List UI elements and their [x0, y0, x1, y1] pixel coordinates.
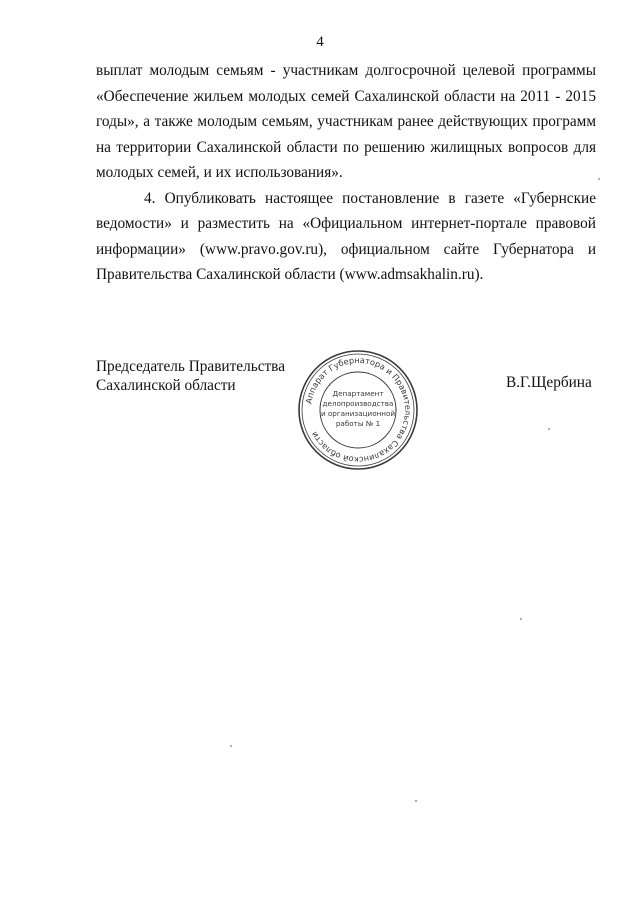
paragraph-item-4: 4. Опубликовать настоящее постановление в газете «Губернские ведомости» и разместить на «Официальном интернет-портале правовой информации» (www.pravo.gov.ru), официальном сайте Губернатора и Правительства Сахалинской области (www.admsakhalin.ru). — [96, 189, 596, 283]
seal-inner-line-2: делопроизводства — [322, 399, 394, 408]
scan-speck — [548, 428, 550, 430]
signatory-position-line-1: Председатель Правительства — [96, 358, 285, 375]
scan-speck — [598, 178, 600, 180]
official-seal — [296, 348, 420, 472]
seal-outer-text: Аппарат Губернатора и Правительства Сахалинской области — [303, 354, 414, 466]
seal-inner-line-4: работы № 1 — [335, 419, 381, 428]
page-number: 4 — [316, 34, 324, 50]
signatory-name: В.Г.Щербина — [506, 374, 592, 391]
paragraph-continuation: выплат молодым семьям - участникам долгосрочной целевой программы «Обеспечение жильем молодых семей Сахалинской области на 2011 - 2015 годы», а также молодым семьям, участникам ранее действующих программ на территории Сахалинской области по решению жилищных вопросов для молодых семей, и их использования». — [96, 62, 596, 181]
scan-speck — [415, 800, 417, 802]
signatory-position-line-2: Сахалинской области — [96, 377, 236, 394]
seal-inner-line-3: и организационной — [320, 409, 396, 418]
document-body — [96, 58, 596, 288]
scan-speck — [230, 745, 232, 747]
seal-inner-line-1: Департамент — [332, 389, 384, 398]
signatory-position — [96, 357, 285, 395]
scan-speck — [520, 618, 522, 620]
